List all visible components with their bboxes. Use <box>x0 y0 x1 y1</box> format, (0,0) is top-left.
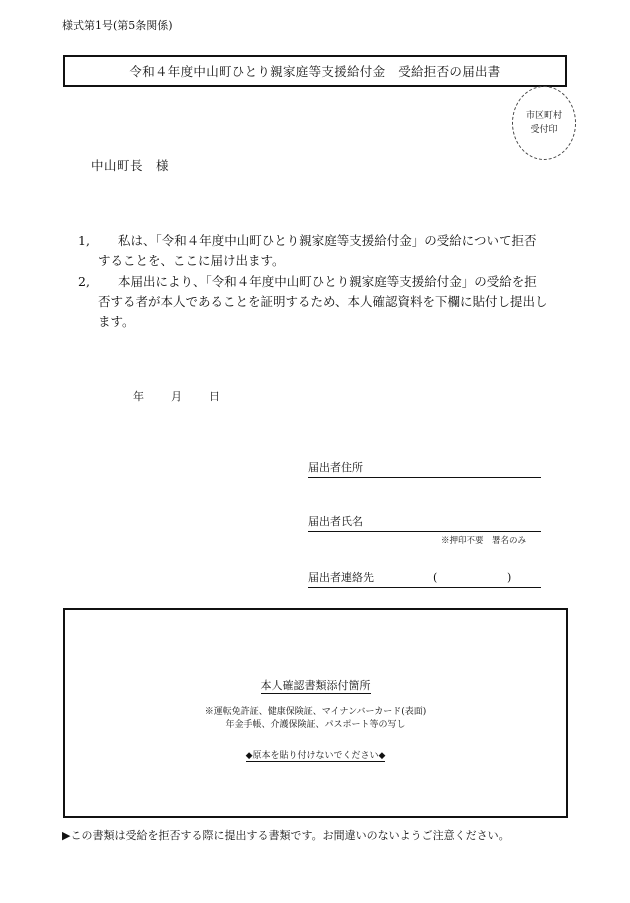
declaration-item-2 <box>78 272 548 332</box>
document-title: 令和４年度中山町ひとり親家庭等支援給付金 受給拒否の届出書 <box>129 64 501 79</box>
original-warning-row <box>65 743 566 762</box>
addressee: 中山町長 様 <box>91 158 170 173</box>
stamp-label-line1: 市区町村 <box>525 111 562 121</box>
date-month: 月 <box>171 390 182 403</box>
stamp-label-line2: 受付印 <box>530 125 558 135</box>
date-line <box>133 388 220 404</box>
accepted-documents-line1: ※運転免許証、健康保険証、マイナンバーカード(表面) <box>204 707 427 717</box>
declaration-item-1 <box>78 231 548 271</box>
contact-paren-open: ( <box>433 571 438 584</box>
footer-note: ▶この書類は受給を拒否する際に提出する書類です。お間違いのないようご注意ください。 <box>62 829 510 842</box>
reception-stamp-area <box>512 86 576 160</box>
item-text: 本届出により、「令和４年度中山町ひとり親家庭等支援給付金」の受給を拒否する者が本人であることを証明するため、本人確認資料を下欄に貼付し提出します。 <box>98 274 548 329</box>
accepted-documents-line2: 年金手帳、介護保険証、パスポート等の写し <box>225 720 406 730</box>
name-label: 届出者氏名 <box>308 515 363 528</box>
attachment-title: 本人確認書類添付箇所 <box>260 679 371 692</box>
name-field[interactable] <box>308 515 541 532</box>
address-label: 届出者住所 <box>308 461 363 474</box>
contact-field[interactable] <box>308 571 541 588</box>
accepted-documents <box>65 706 566 732</box>
form-number: 様式第1号(第5条関係) <box>62 19 173 32</box>
original-warning: ◆原本を貼り付けないでください◆ <box>245 751 386 761</box>
declaration-list <box>78 231 548 333</box>
contact-paren-close: ) <box>507 571 512 584</box>
attachment-title-row <box>65 674 566 693</box>
signature-note: ※押印不要 署名のみ <box>441 536 527 546</box>
address-field[interactable] <box>308 461 541 478</box>
date-day: 日 <box>209 390 220 403</box>
id-document-attachment-box[interactable] <box>63 608 568 818</box>
document-title-box <box>63 55 567 87</box>
item-number: 1, <box>78 233 90 248</box>
item-number: 2, <box>78 274 90 289</box>
date-year: 年 <box>133 390 144 403</box>
item-text: 私は、「令和４年度中山町ひとり親家庭等支援給付金」の受給について拒否することを、ここに届け出ます。 <box>98 233 537 268</box>
contact-label: 届出者連絡先 <box>308 571 374 584</box>
